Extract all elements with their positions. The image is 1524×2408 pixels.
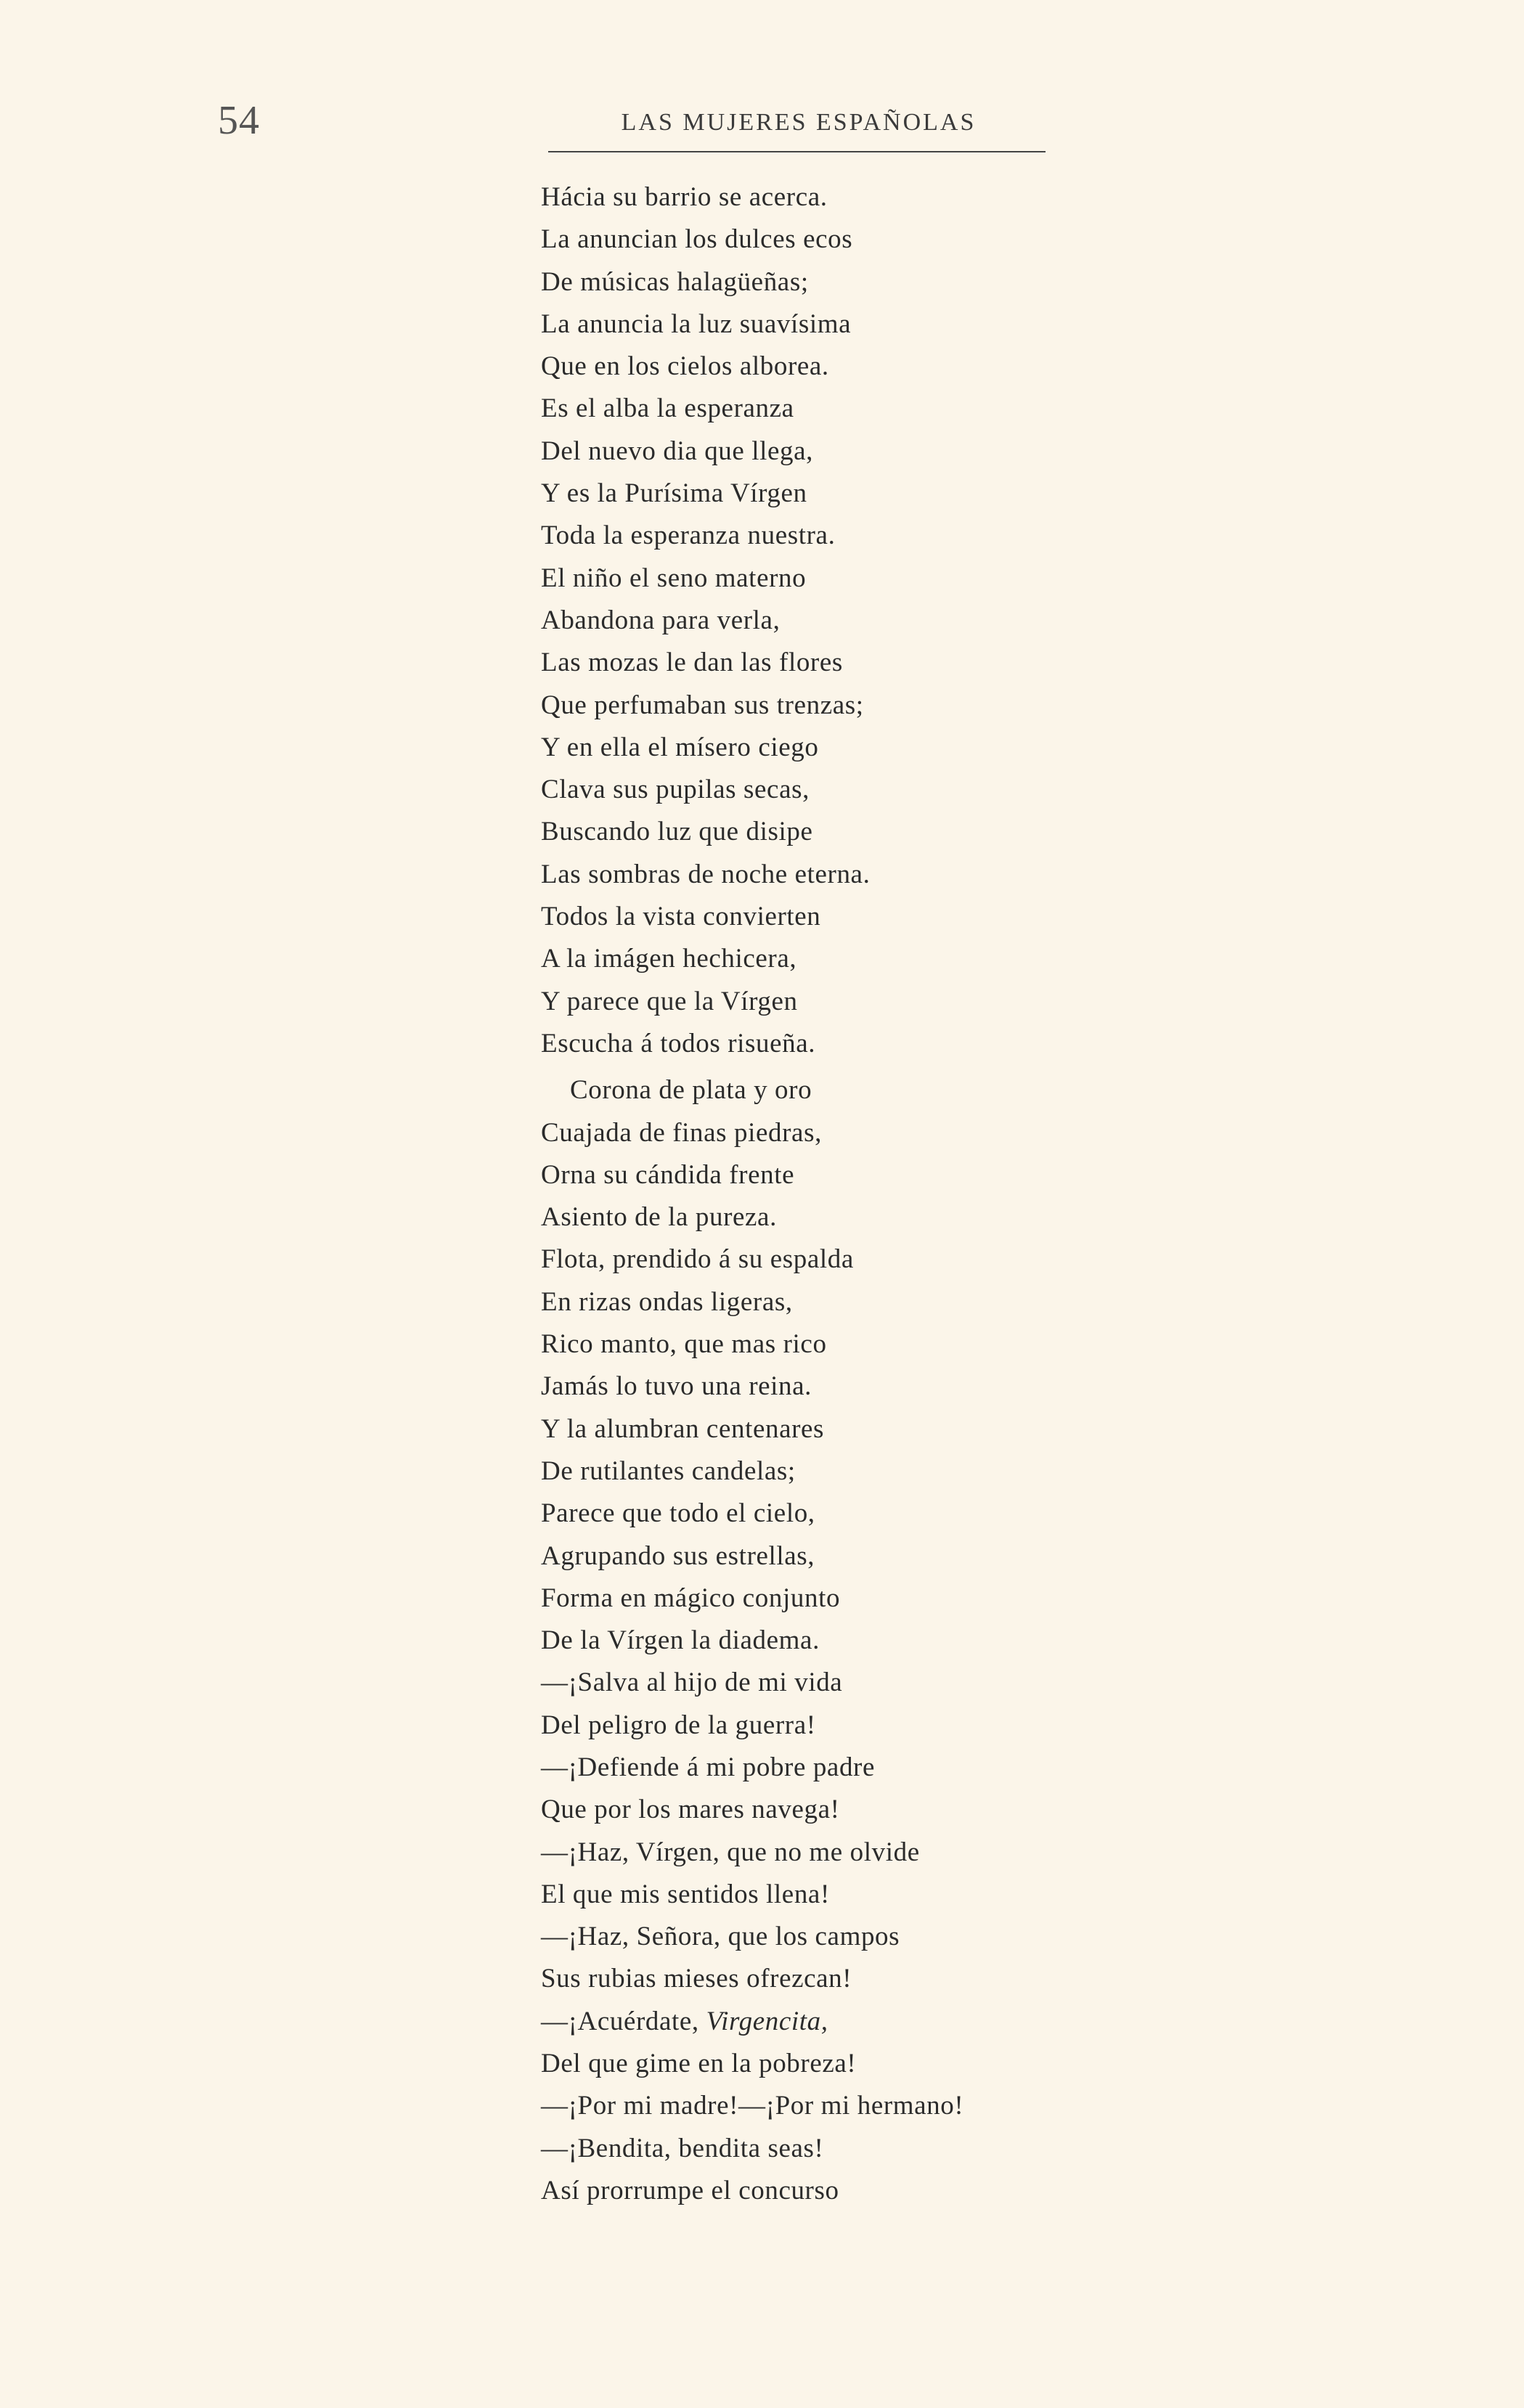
verse-line: El niño el seno materno	[541, 563, 807, 593]
verse-line: Abandona para verla,	[541, 605, 781, 635]
stanza-2	[541, 1069, 1267, 2212]
verse-line: Hácia su barrio se acerca.	[541, 182, 828, 212]
verse-line: Del nuevo dia que llega,	[541, 436, 814, 466]
verse-line: Del peligro de la guerra!	[541, 1710, 816, 1740]
verse-line: Las mozas le dan las flores	[541, 648, 843, 678]
poem-body	[541, 176, 1267, 2212]
verse-line: —¡Por mi madre!—¡Por mi hermano!	[541, 2091, 964, 2121]
verse-line: La anuncian los dulces ecos	[541, 224, 853, 255]
verse-line-with-italic	[541, 2001, 1267, 2043]
verse-line: Del que gime en la pobreza!	[541, 2049, 857, 2079]
verse-line: —¡Salva al hijo de mi vida	[541, 1668, 843, 1698]
verse-line: De rutilantes candelas;	[541, 1456, 796, 1486]
verse-line: Que en los cielos alborea.	[541, 351, 829, 382]
verse-line: Orna su cándida frente	[541, 1159, 795, 1190]
verse-line: Agrupando sus estrellas,	[541, 1540, 815, 1571]
verse-line: De músicas halagüeñas;	[541, 266, 809, 297]
page-number: 54	[218, 98, 260, 143]
verse-line: —¡Haz, Vírgen, que no me olvide	[541, 1837, 920, 1867]
verse-line: Buscando luz que disipe	[541, 817, 813, 847]
verse-line: Y es la Purísima Vírgen	[541, 478, 807, 509]
verse-line: Y la alumbran centenares	[541, 1413, 825, 1444]
verse-line: Clava sus pupilas secas,	[541, 775, 810, 805]
verse-line: En rizas ondas ligeras,	[541, 1286, 793, 1317]
verse-line: Forma en mágico conjunto	[541, 1583, 841, 1613]
verse-line: Que por los mares navega!	[541, 1795, 840, 1825]
verse-line: Asiento de la pureza.	[541, 1202, 777, 1233]
verse-line: Las sombras de noche eterna.	[541, 859, 871, 889]
italic-word: Virgencita,	[706, 2006, 828, 2036]
verse-line: A la imágen hechicera,	[541, 944, 797, 974]
verse-line: Sus rubias mieses ofrezcan!	[541, 1964, 852, 1994]
verse-line: —¡Defiende á mi pobre padre	[541, 1752, 876, 1782]
stanza-1	[541, 176, 1267, 1065]
verse-line: Corona de plata y oro	[570, 1075, 812, 1106]
verse-line: Jamás lo tuvo una reina.	[541, 1371, 812, 1402]
verse-line: Que perfumaban sus trenzas;	[541, 690, 864, 720]
verse-line: Escucha á todos risueña.	[541, 1028, 816, 1058]
verse-line: Flota, prendido á su espalda	[541, 1244, 854, 1275]
verse-line: Parece que todo el cielo,	[541, 1498, 815, 1529]
verse-line: Cuajada de finas piedras,	[541, 1117, 822, 1148]
verse-line: —¡Haz, Señora, que los campos	[541, 1922, 900, 1952]
header-rule	[548, 151, 1046, 152]
verse-line: De la Vírgen la diadema.	[541, 1625, 820, 1656]
verse-line: Así prorrumpe el concurso	[541, 2175, 839, 2205]
verse-line: Y parece que la Vírgen	[541, 986, 798, 1016]
verse-line: Toda la esperanza nuestra.	[541, 521, 836, 551]
verse-line: Rico manto, que mas rico	[541, 1329, 827, 1360]
running-title: LAS MUJERES ESPAÑOLAS	[621, 109, 977, 136]
verse-line: —¡Bendita, bendita seas!	[541, 2133, 824, 2163]
verse-prefix: —¡Acuérdate,	[541, 2006, 706, 2036]
verse-line: Es el alba la esperanza	[541, 393, 794, 424]
verse-line: La anuncia la luz suavísima	[541, 309, 852, 339]
verse-line: Y en ella el mísero ciego	[541, 732, 819, 762]
verse-line: El que mis sentidos llena!	[541, 1879, 830, 1909]
verse-line: Todos la vista convierten	[541, 902, 821, 932]
